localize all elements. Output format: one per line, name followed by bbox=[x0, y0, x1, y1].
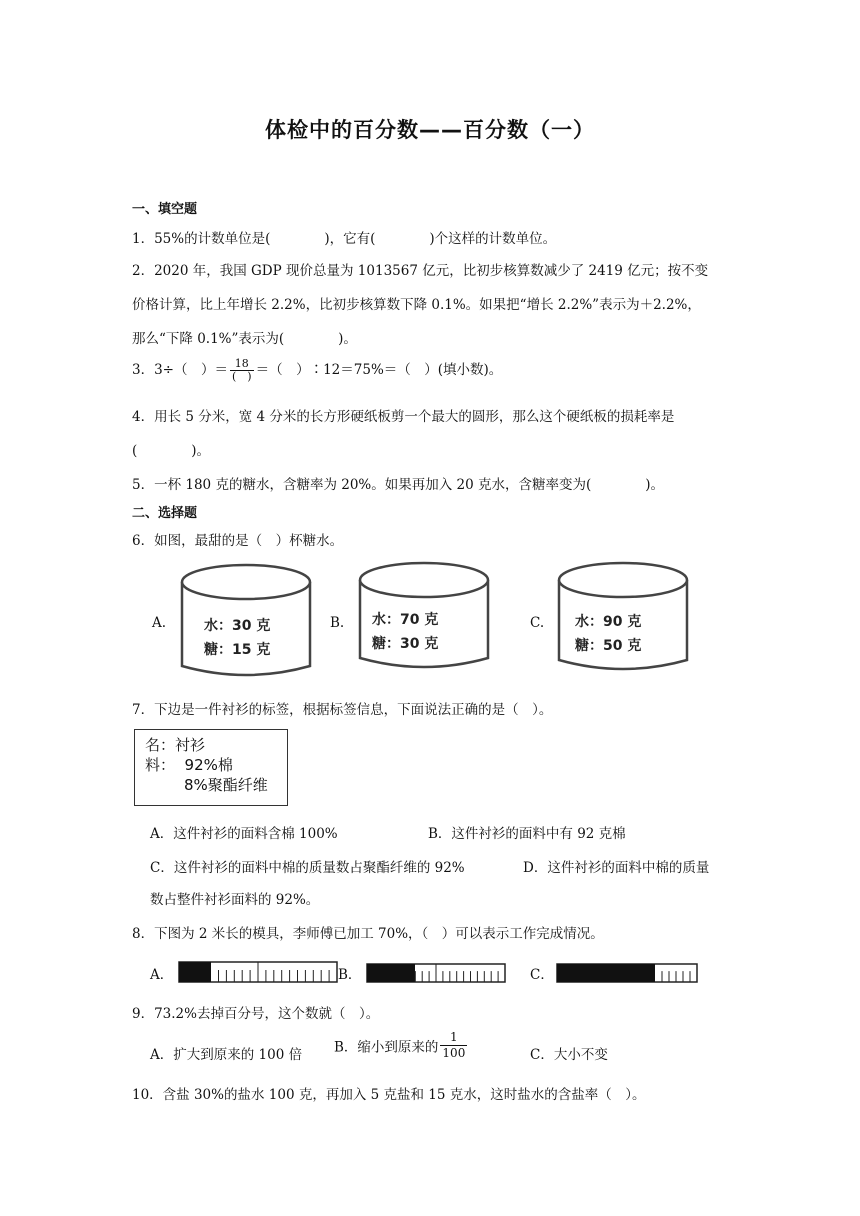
question-9-stem: 9．73.2%去掉百分号，这个数就（ ）。 bbox=[132, 1006, 380, 1022]
ruler-option-a bbox=[178, 961, 338, 983]
fraction-numerator: 18 bbox=[230, 358, 254, 371]
question-9-fraction bbox=[440, 1030, 467, 1061]
question-8-option-b-label: B． bbox=[338, 967, 362, 983]
question-3-part-a: 3．3÷（ ）＝ bbox=[132, 362, 228, 378]
cup-b-sugar: 糖：30 克 bbox=[372, 636, 439, 652]
cup-option-c-label: C. bbox=[530, 615, 545, 631]
question-9-option-b-text: B．缩小到原来的 bbox=[334, 1039, 439, 1056]
fraction-denominator: ( ) bbox=[232, 370, 252, 383]
ruler-a-filled bbox=[179, 962, 211, 982]
fraction-numerator: 1 bbox=[440, 1030, 467, 1046]
question-2-line-3: 那么“下降 0.1%”表示为( )。 bbox=[132, 331, 357, 347]
ruler-c-filled bbox=[557, 964, 655, 982]
question-7-option-d-cont: 数占整件衬衫面料的 92%。 bbox=[150, 892, 320, 908]
question-9-option-b bbox=[334, 1030, 469, 1061]
cup-c-water: 水：90 克 bbox=[575, 614, 642, 630]
question-7-option-c: C．这件衬衫的面料中棉的质量数占聚酯纤维的 92% bbox=[150, 860, 465, 876]
cup-a-image bbox=[180, 562, 312, 682]
section-multiple-choice: 二、选择题 bbox=[132, 506, 198, 521]
question-8-option-c-label: C． bbox=[530, 967, 554, 983]
cup-option-a-label: A. bbox=[152, 615, 167, 631]
cup-b-water: 水：70 克 bbox=[372, 612, 439, 628]
fraction-denominator: 100 bbox=[442, 1046, 466, 1060]
question-9-option-a: A．扩大到原来的 100 倍 bbox=[150, 1047, 303, 1063]
cup-option-b-label: B. bbox=[330, 615, 345, 631]
cup-c-sugar: 糖：50 克 bbox=[575, 638, 642, 654]
question-6-stem: 6．如图，最甜的是（ ）杯糖水。 bbox=[132, 533, 344, 549]
question-7-stem: 7．下边是一件衬衫的标签，根据标签信息，下面说法正确的是（ ）。 bbox=[132, 702, 553, 718]
question-1: 1．55%的计数单位是( )，它有( )个这样的计数单位。 bbox=[132, 231, 557, 247]
cup-c-image bbox=[557, 560, 689, 676]
tag-material-line: 料： 92%棉 bbox=[145, 756, 233, 774]
ruler-option-b bbox=[366, 963, 506, 983]
page-title: 体检中的百分数——百分数（一） bbox=[265, 118, 595, 142]
question-3 bbox=[132, 358, 502, 383]
ruler-b-filled bbox=[367, 964, 415, 982]
question-7-option-a: A．这件衬衫的面料含棉 100% bbox=[150, 826, 338, 842]
question-7-option-b: B．这件衬衫的面料中有 92 克棉 bbox=[428, 826, 626, 842]
question-7-option-d: D．这件衬衫的面料中棉的质量 bbox=[523, 860, 710, 876]
question-2-line-2: 价格计算，比上年增长 2.2%，比初步核算数下降 0.1%。如果把“增长 2.2%”表示为＋2.2%， bbox=[132, 297, 701, 313]
cup-b-image bbox=[358, 560, 490, 674]
tag-name-line: 名：衬衫 bbox=[145, 736, 206, 754]
question-10: 10．含盐 30%的盐水 100 克，再加入 5 克盐和 15 克水，这时盐水的含盐率（ ）。 bbox=[132, 1087, 646, 1103]
section-fill-blank: 一、填空题 bbox=[132, 202, 198, 217]
cup-a-water: 水：30 克 bbox=[204, 618, 271, 634]
question-4-line-2: ( )。 bbox=[132, 443, 211, 459]
question-4-line-1: 4．用长 5 分米，宽 4 分米的长方形硬纸板剪一个最大的圆形，那么这个硬纸板的损耗率是 bbox=[132, 409, 675, 425]
tag-material-line-2: 8%聚酯纤维 bbox=[184, 776, 268, 794]
ruler-option-c bbox=[556, 963, 698, 983]
question-9-option-c: C．大小不变 bbox=[530, 1047, 608, 1063]
question-3-part-b: ＝（ ）∶12＝75%＝（ ）(填小数)。 bbox=[255, 362, 503, 378]
question-8-option-a-label: A． bbox=[150, 967, 174, 983]
question-8-stem: 8．下图为 2 米长的模具，李师傅已加工 70%，（ ）可以表示工作完成情况。 bbox=[132, 926, 604, 942]
question-5: 5．一杯 180 克的糖水，含糖率为 20%。如果再加入 20 克水，含糖率变为( )。 bbox=[132, 477, 665, 493]
shirt-label-tag bbox=[134, 729, 288, 806]
question-3-fraction bbox=[230, 358, 254, 383]
question-2-line-1: 2．2020 年，我国 GDP 现价总量为 1013567 亿元，比初步核算数减少了 2419 亿元；按不变 bbox=[132, 263, 709, 279]
cup-a-sugar: 糖：15 克 bbox=[204, 642, 271, 658]
